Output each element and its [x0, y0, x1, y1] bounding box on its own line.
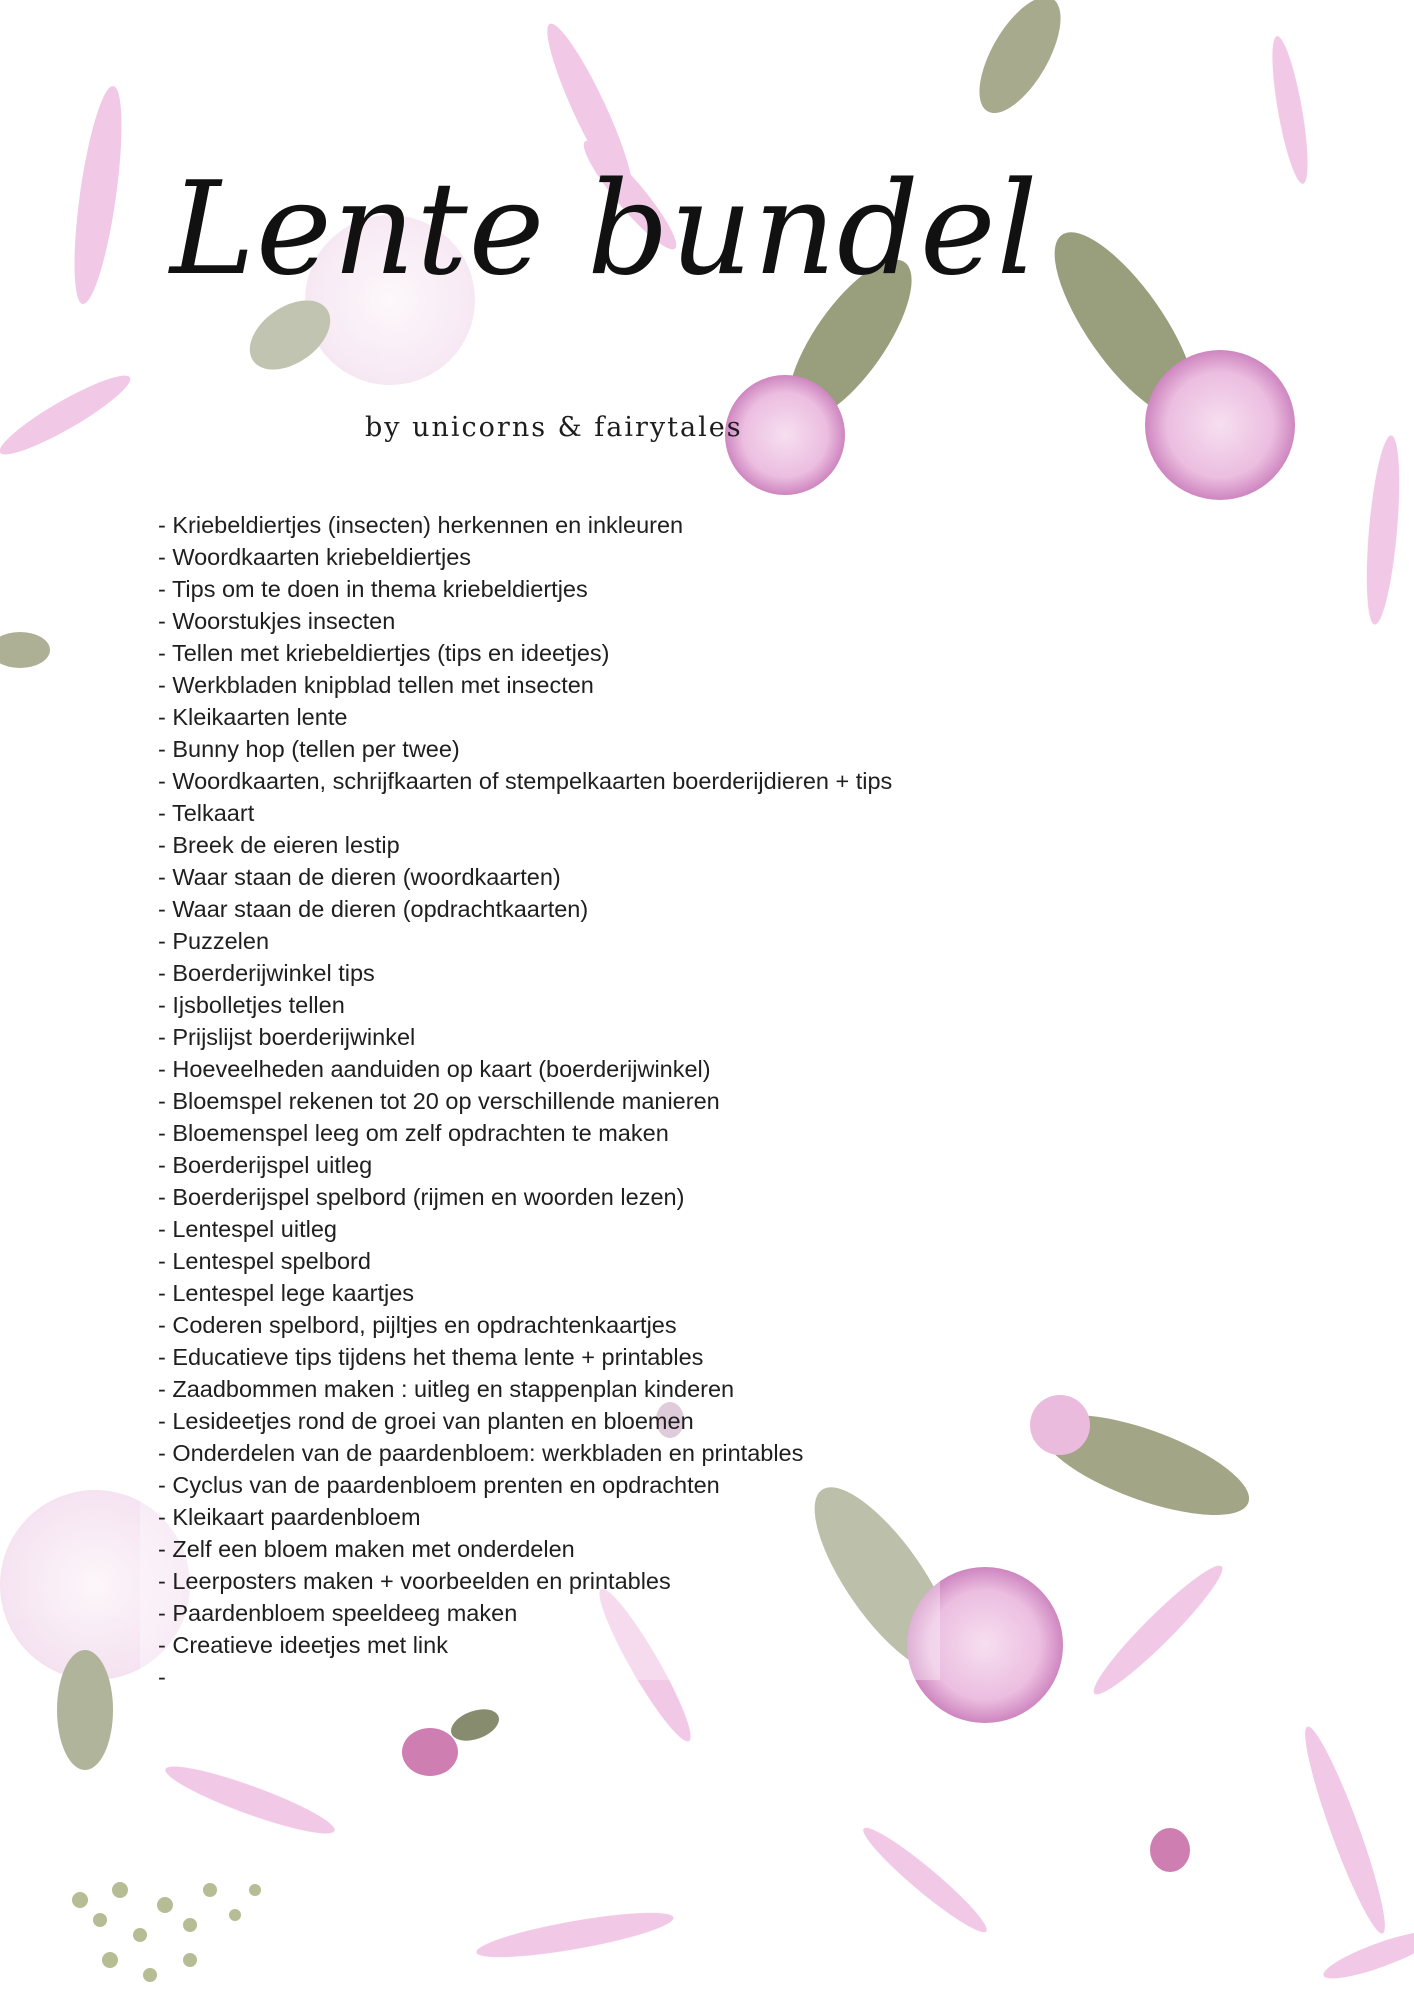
list-item: - Lentespel lege kaartjes — [158, 1277, 1158, 1309]
list-item: - Ijsbolletjes tellen — [158, 989, 1158, 1021]
list-item: - Tellen met kriebeldiertjes (tips en ideetjes) — [158, 637, 1158, 669]
list-item: - Bloemenspel leeg om zelf opdrachten te maken — [158, 1117, 1158, 1149]
petal-shape — [1294, 1722, 1396, 1938]
list-item: - Zaadbommen maken : uitleg en stappenplan kinderen — [158, 1373, 1158, 1405]
content-list — [158, 509, 1158, 1693]
petal-shape — [1265, 34, 1315, 186]
list-item: - Waar staan de dieren (opdrachtkaarten) — [158, 893, 1158, 925]
list-item: - Cyclus van de paardenbloem prenten en opdrachten — [158, 1469, 1158, 1501]
list-item: - Paardenbloem speeldeeg maken — [158, 1597, 1158, 1629]
list-item: - Boerderijwinkel tips — [158, 957, 1158, 989]
greenery-bottom-left — [72, 1882, 261, 1982]
petal-shape — [1361, 434, 1405, 626]
list-item: - Kleikaart paardenbloem — [158, 1501, 1158, 1533]
bud-top-right — [963, 0, 1076, 125]
list-item: - Kriebeldiertjes (insecten) herkennen en inkleuren — [158, 509, 1158, 541]
page-title: Lente bundel — [170, 155, 1039, 304]
list-item: - Educatieve tips tijdens het thema lente + printables — [158, 1341, 1158, 1373]
list-trailing-dash — [158, 1661, 1158, 1693]
list-item: - Creatieve ideetjes met link — [158, 1629, 1158, 1661]
list-item: - Woordkaarten kriebeldiertjes — [158, 541, 1158, 573]
list-item: - Lentespel uitleg — [158, 1213, 1158, 1245]
list-item: - Leerposters maken + voorbeelden en printables — [158, 1565, 1158, 1597]
list-item: - Breek de eieren lestip — [158, 829, 1158, 861]
list-item: - Bunny hop (tellen per twee) — [158, 733, 1158, 765]
list-item: - Waar staan de dieren (woordkaarten) — [158, 861, 1158, 893]
list-item: - Telkaart — [158, 797, 1158, 829]
list-item: - Puzzelen — [158, 925, 1158, 957]
list-item: - Lesideetjes rond de groei van planten en bloemen — [158, 1405, 1158, 1437]
list-item: - Tips om te doen in thema kriebeldiertjes — [158, 573, 1158, 605]
list-item: - Werkbladen knipblad tellen met insecten — [158, 669, 1158, 701]
list-item: - Boerderijspel spelbord (rijmen en woorden lezen) — [158, 1181, 1158, 1213]
list-item: - Zelf een bloem maken met onderdelen — [158, 1533, 1158, 1565]
petal-shape — [0, 365, 137, 464]
leaf-left — [0, 632, 50, 668]
list-item: - Kleikaarten lente — [158, 701, 1158, 733]
page-subtitle: by unicorns & fairytales — [365, 412, 743, 443]
list-item: - Lentespel spelbord — [158, 1245, 1158, 1277]
petal-shape — [65, 84, 131, 307]
list-item: - Boerderijspel uitleg — [158, 1149, 1158, 1181]
flower-upper-right — [1031, 213, 1295, 500]
list-item: - Hoeveelheden aanduiden op kaart (boerderijwinkel) — [158, 1053, 1158, 1085]
petal-shape — [1320, 1923, 1414, 1987]
list-item: - Coderen spelbord, pijltjes en opdrachtenkaartjes — [158, 1309, 1158, 1341]
list-item: - Onderdelen van de paardenbloem: werkbladen en printables — [158, 1437, 1158, 1469]
list-item: - Prijslijst boerderijwinkel — [158, 1021, 1158, 1053]
petal-shape — [856, 1819, 994, 1940]
list-item: - Bloemspel rekenen tot 20 op verschillende manieren — [158, 1085, 1158, 1117]
list-item: - Woorstukjes insecten — [158, 605, 1158, 637]
list-item: - Woordkaarten, schrijfkaarten of stempelkaarten boerderijdieren + tips — [158, 765, 1158, 797]
petal-shape — [474, 1904, 676, 1966]
petal-shape — [161, 1756, 340, 1844]
